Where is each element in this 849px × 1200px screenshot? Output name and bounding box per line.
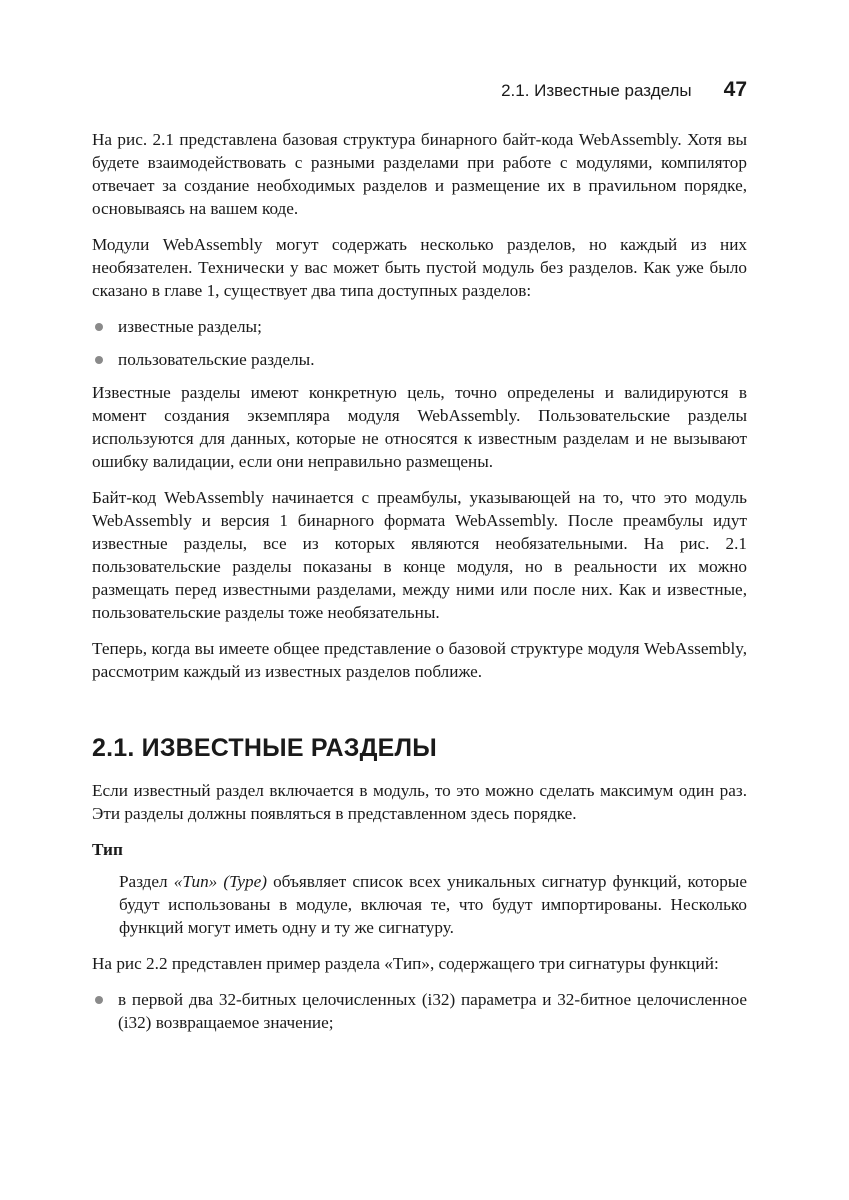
paragraph-known-sections: Известные разделы имеют конкретную цель, точно определены и валидируются в момент создания экземпляра модуля WebAssembly. Пользовательские разделы используются для данных, которые не относятся к известным разделам и не вызывают ошибку валидации, если они неправильно размещены. [92,383,747,471]
list-item [92,348,747,371]
paragraph-section-order: Если известный раздел включается в модуль, то это можно сделать максимум один раз. Эти разделы должны появляться в представленном здесь порядке. [92,781,747,823]
list-section-types [92,315,747,371]
definition-rest: объявляет список всех уникальных сигнатур функций, которые будут использованы в модуле, включая те, что будут импортированы. Несколько функций могут иметь одну и ту же сигнатуру. [119,872,747,937]
list-item [92,315,747,338]
definition-type-section [92,870,747,939]
bullet-icon [95,996,103,1004]
bullet-icon [95,356,103,364]
subheading-type: Тип [92,840,123,859]
list-item [92,988,747,1034]
page-body [92,128,747,1044]
list-signatures [92,988,747,1034]
definition-term: «Тип» (Type) [173,872,267,891]
running-header-section-title: 2.1. Известные разделы [501,81,692,100]
bullet-icon [95,323,103,331]
running-header [92,76,747,104]
list-item-text: известные разделы; [118,317,262,336]
paragraph-figure-intro: На рис. 2.1 представлена базовая структура бинарного байт-кода WebAssembly. Хотя вы будете взаимодействовать с разными разделами при работе с модулями, компилятор отвечает за создание необходимых разделов и размещение их в праvильном порядке, основываясь на вашем коде. [92,130,747,218]
paragraph-preamble: Байт-код WebAssembly начинается с преамбулы, указывающей на то, что это модуль WebAssembly и версия 1 бинарного формата WebAssembly. После преамбулы идут известные разделы, все из которых являются необязательными. На рис. 2.1 пользовательские разделы показаны в конце модуля, но в реальности их можно размещать перед известными разделами, между ними или после них. Как и известные, пользовательские разделы тоже необязательны. [92,488,747,622]
list-item-text: пользовательские разделы. [118,350,315,369]
paragraph-figure-example: На рис 2.2 представлен пример раздела «Тип», содержащего три сигнатуры функций: [92,954,719,973]
paragraph-modules-sections: Модули WebAssembly могут содержать несколько разделов, но каждый из них необязателен. Технически у вас может быть пустой модуль без разделов. Как уже было сказано в главе 1, существует два типа доступных разделов: [92,235,747,300]
section-heading: 2.1. ИЗВЕСТНЫЕ РАЗДЕЛЫ [92,734,437,762]
list-item-text: в первой два 32-битных целочисленных (i32) параметра и 32-битное целочисленное (i32) возвращаемое значение; [118,990,747,1032]
paragraph-overview: Теперь, когда вы имеете общее представление о базовой структуре модуля WebAssembly, рассмотрим каждый из известных разделов поближе. [92,639,747,681]
page-number: 47 [723,78,747,101]
definition-lead: Раздел [119,872,174,891]
